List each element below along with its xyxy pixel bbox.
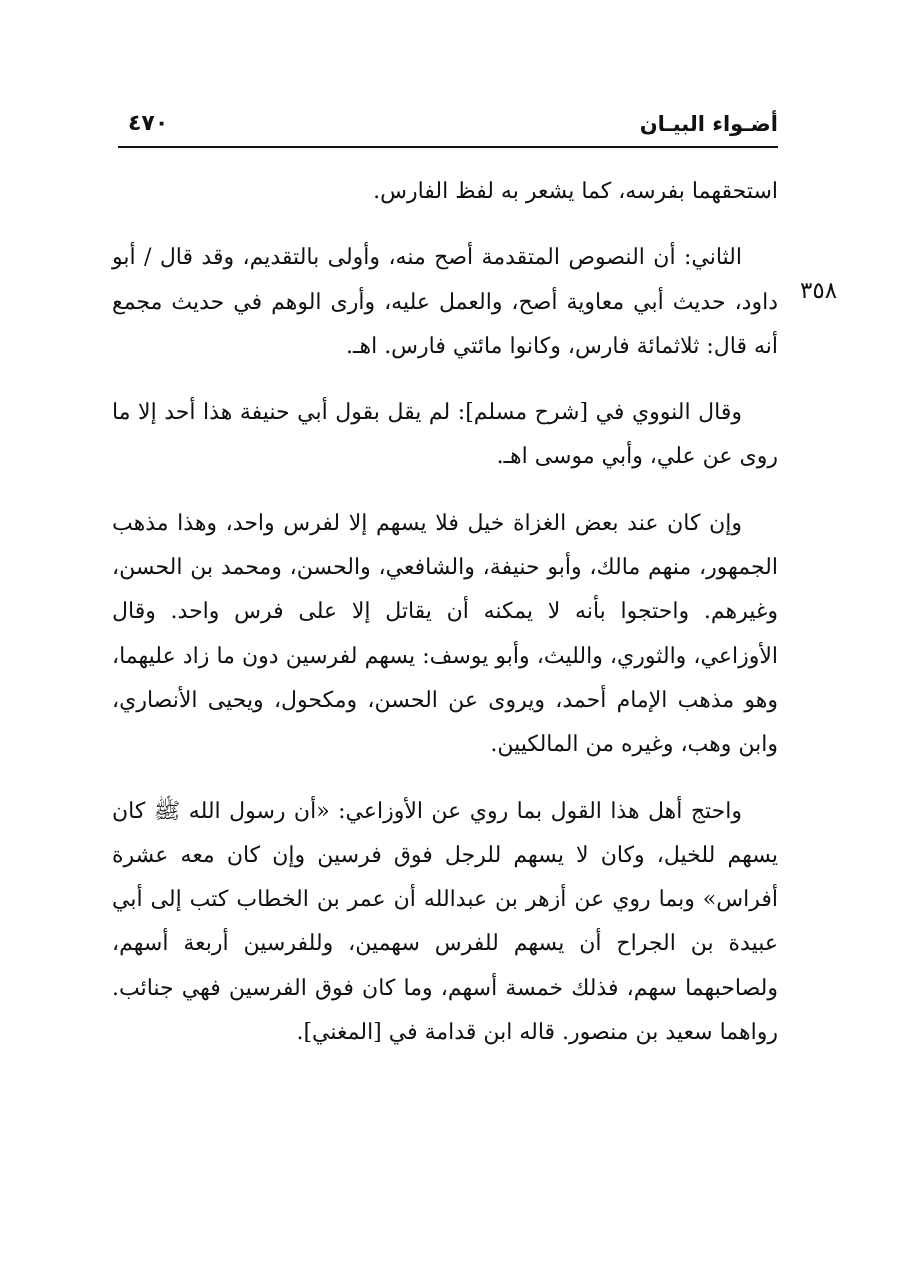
page-number: ٤٧٠	[128, 111, 169, 136]
paragraph-second-argument: الثاني: أن النصوص المتقدمة أصح منه، وأولى بالتقديم، وقد قال / أبو داود، حديث أبي معاوية أصح، والعمل عليه، وأرى الوهم في حديث مجمع أنه قال: ثلاثمائة فارس، وكانوا مائتي فارس. اهـ.	[112, 245, 778, 359]
running-title: أضـواء البيـان	[639, 112, 778, 136]
paragraph-nawawi-quote: وقال النووي في [شرح مسلم]: لم يقل بقول أبي حنيفة هذا أحد إلا ما روى عن علي، وأبي موسى اهـ.	[112, 400, 778, 470]
main-text	[112, 170, 778, 1170]
page-header	[118, 108, 778, 144]
paragraph-continuation: استحقهما بفرسه، كما يشعر به لفظ الفارس.	[373, 179, 778, 204]
paragraph-multiple-horses: وإن كان عند بعض الغزاة خيل فلا يسهم إلا لفرس واحد، وهذا مذهب الجمهور، منهم مالك، وأبو حنيفة، والشافعي، والحسن، ومحمد بن الحسن، وغيرهم. واحتجوا بأنه لا يمكنه أن يقاتل إلا على فرس واحد. وقال الأوزاعي، والثوري، والليث، وأبو يوسف: يسهم لفرسين دون ما زاد عليهما، وهو مذهب الإمام أحمد، ويروى عن الحسن، ومكحول، ويحيى الأنصاري، وابن وهب، وغيره من المالكيين.	[112, 510, 778, 758]
margin-page-reference: ٣٥٨	[800, 278, 838, 304]
paragraph-awzai-argument: واحتج أهل هذا القول بما روي عن الأوزاعي: «أن رسول الله ﷺ كان يسهم للخيل، وكان لا يسهم للرجل فوق فرسين وإن كان معه عشرة أفراس» وبما روي عن أزهر بن عبدالله أن عمر بن الخطاب كتب إلى أبي عبيدة بن الجراح أن يسهم للفرس سهمين، وللفرسين أربعة أسهم، ولصاحبهما سهم، فذلك خمسة أسهم، وما كان فوق الفرسين فهي جنائب. رواهما سعيد بن منصور. قاله ابن قدامة في [المغني].	[112, 798, 778, 1046]
header-divider	[118, 146, 778, 148]
